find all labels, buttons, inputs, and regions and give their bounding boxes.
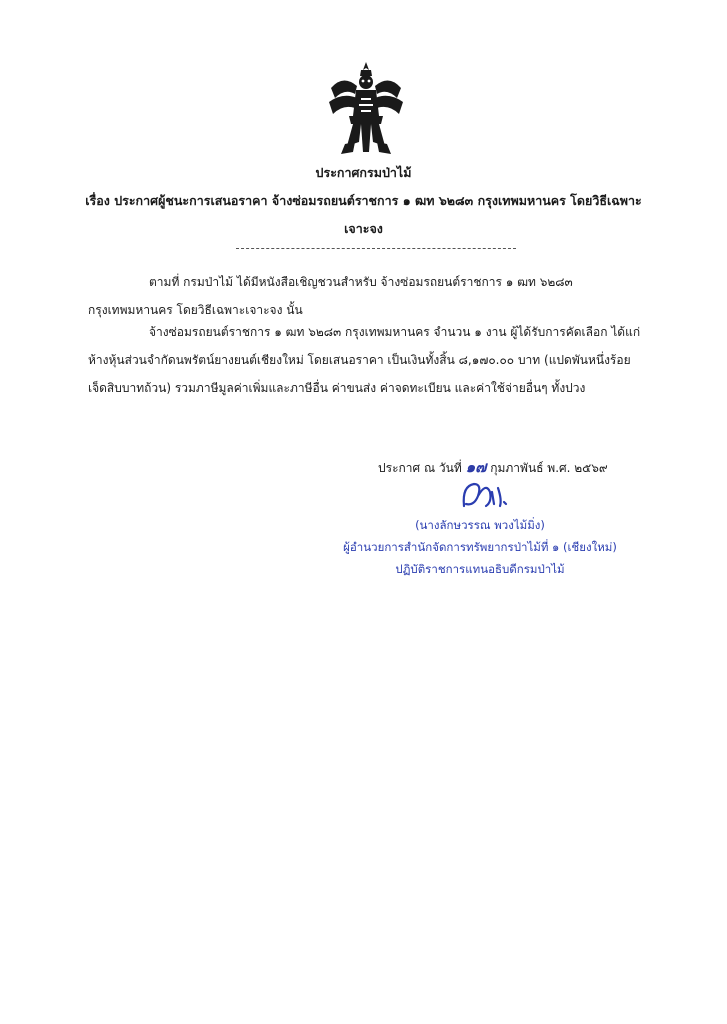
garuda-emblem-icon <box>325 58 407 160</box>
announce-day: ๑๗ <box>465 458 487 476</box>
announce-date <box>378 455 608 479</box>
announce-prefix: ประกาศ ณ วันที่ <box>378 461 462 475</box>
signer-position: ผู้อำนวยการสำนักจัดการทรัพยากรป่าไม้ที่ ๑ (เชียงใหม่) <box>343 540 617 554</box>
separator-rule <box>236 248 516 249</box>
signature <box>456 478 516 512</box>
signer-acting: ปฏิบัติราชการแทนอธิบดีกรมป่าไม้ <box>395 562 565 576</box>
paragraph-award <box>88 318 643 402</box>
signer-name: (นางลักษวรรณ พวงไม้มิ่ง) <box>415 518 545 532</box>
paragraph-intro <box>88 268 643 324</box>
subject-line-continued: เจาะจง <box>344 221 383 236</box>
paragraph-award-text: จ้างซ่อมรถยนต์ราชการ ๑ ฒท ๖๒๘๓ กรุงเทพมหานคร จำนวน ๑ งาน ผู้ได้รับการคัดเลือก ได้แก่ ห้างหุ้นส่วนจำกัดนพรัตน์ยางยนต์เชียงใหม่ โดยเสนอราคา เป็นเงินทั้งสิ้น ๘,๑๗๐.๐๐ บาท (แปดพันหนึ่งร้อยเจ็ดสิบบาทถ้วน) รวมภาษีมูลค่าเพิ่มและภาษีอื่น ค่าขนส่ง ค่าจดทะเบียน และค่าใช้จ่ายอื่นๆ ทั้งปวง <box>88 325 641 395</box>
paragraph-intro-text: ตามที่ กรมป่าไม้ ได้มีหนังสือเชิญชวนสำหรับ จ้างซ่อมรถยนต์ราชการ ๑ ฒท ๖๒๘๓ กรุงเทพมหานคร โดยวิธีเฉพาะเจาะจง นั้น <box>88 275 573 317</box>
document-heading: ประกาศกรมป่าไม้ <box>315 165 412 180</box>
subject-line: เรื่อง ประกาศผู้ชนะการเสนอราคา จ้างซ่อมรถยนต์ราชการ ๑ ฒท ๖๒๘๓ กรุงเทพมหานคร โดยวิธีเฉพาะ <box>85 193 642 208</box>
announce-month-year: กุมภาพันธ์ พ.ศ. ๒๕๖๙ <box>490 461 608 475</box>
